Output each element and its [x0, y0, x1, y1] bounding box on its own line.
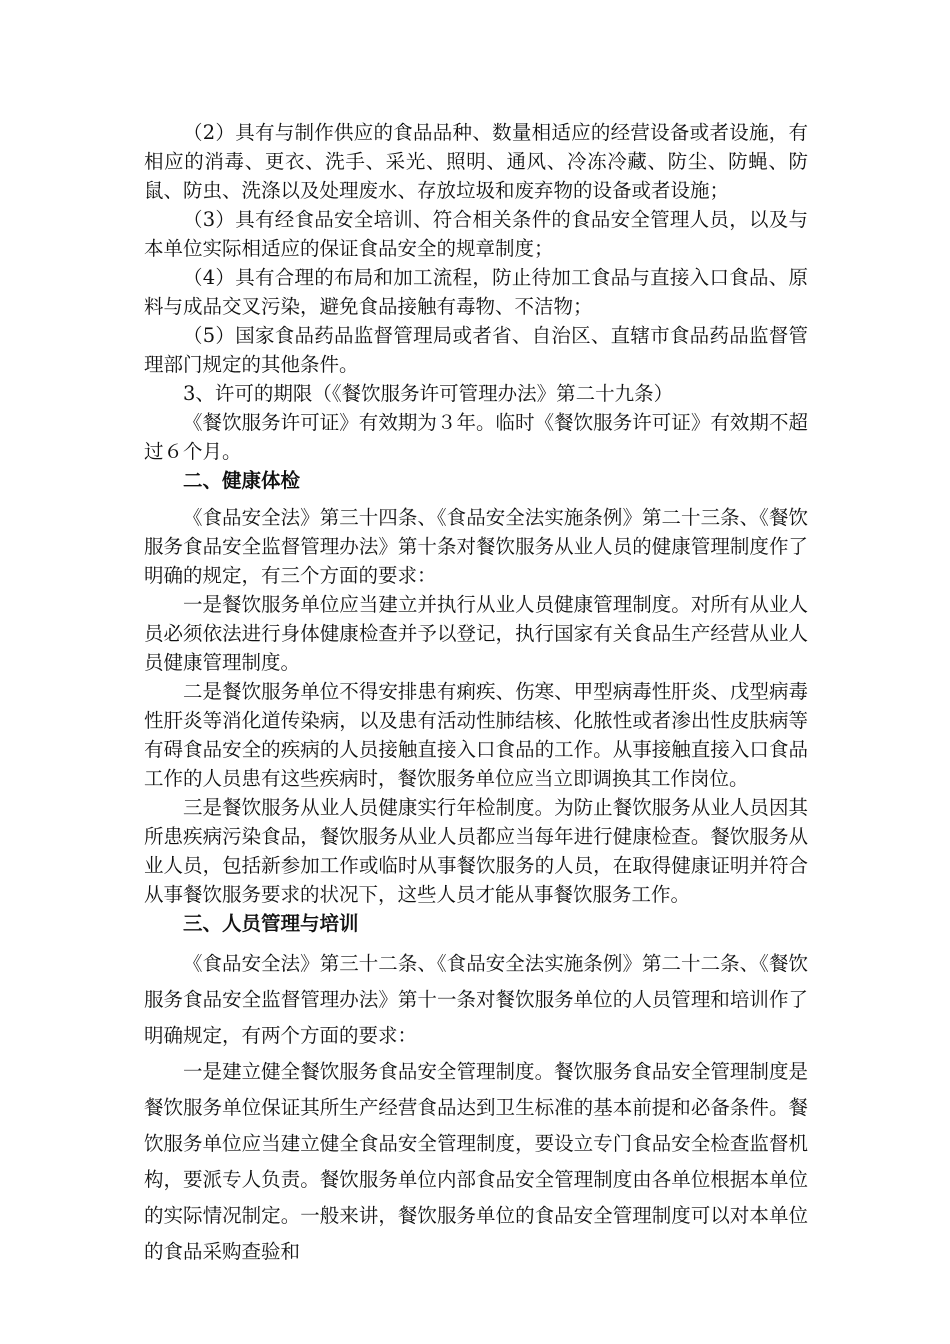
paragraph-health-req-2: 二是餐饮服务单位不得安排患有痢疾、伤寒、甲型病毒性肝炎、戊型病毒性肝炎等消化道传染病，以及患有活动性肺结核、化脓性或者渗出性皮肤病等有碍食品安全的疾病的人员接触直接入口食品的工作。从事接触直接入口食品工作的人员患有这些疾病时，餐饮服务单位应当立即调换其工作岗位。 [144, 680, 808, 790]
heading-health-check: 二、健康体检 [183, 469, 301, 492]
document-page [144, 118, 808, 1270]
paragraph-health-req-3: 三是餐饮服务从业人员健康实行年检制度。为防止餐饮服务从业人员因其所患疾病污染食品，餐饮服务从业人员都应当每年进行健康检查。餐饮服务从业人员，包括新参加工作或临时从事餐饮服务的人员，在取得健康证明并符合从事餐饮服务要求的状况下，这些人员才能从事餐饮服务工作。 [144, 796, 808, 906]
heading-staff-management: 三、人员管理与培训 [183, 912, 359, 935]
paragraph-health-intro: 《食品安全法》第三十四条、《食品安全法实施条例》第二十三条、《餐饮服务食品安全监督管理办法》第十条对餐饮服务从业人员的健康管理制度作了明确的规定，有三个方面的要求： [144, 506, 808, 587]
paragraph-staff-req-1: 一是建立健全餐饮服务食品安全管理制度。餐饮服务食品安全管理制度是餐饮服务单位保证其所生产经营食品达到卫生标准的基本前提和必备条件。餐饮服务单位应当建立健全食品安全管理制度，要设立专门食品安全检查监督机构，要派专人负责。餐饮服务单位内部食品安全管理制度由各单位根据本单位的实际情况制定。一般来讲，餐饮服务单位的食品安全管理制度可以对本单位的食品采购查验和 [144, 1060, 808, 1263]
paragraph-permit-period: 《餐饮服务许可证》有效期为３年。临时《餐饮服务许可证》有效期不超过６个月。 [144, 411, 808, 463]
paragraph-condition-4: （4）具有合理的布局和加工流程，防止待加工食品与直接入口食品、原料与成品交叉污染，避免食品接触有毒物、不洁物； [144, 266, 808, 318]
paragraph-condition-2: （2）具有与制作供应的食品品种、数量相适应的经营设备或者设施，有相应的消毒、更衣、洗手、采光、照明、通风、冷冻冷藏、防尘、防蝇、防鼠、防虫、洗涤以及处理废水、存放垃圾和废弃物的设备或者设施； [144, 121, 808, 202]
paragraph-staff-intro: 《食品安全法》第三十二条、《食品安全法实施条例》第二十二条、《餐饮服务食品安全监督管理办法》第十一条对餐饮服务单位的人员管理和培训作了明确规定，有两个方面的要求： [144, 952, 808, 1047]
paragraph-condition-5: （5）国家食品药品监督管理局或者省、自治区、直辖市食品药品监督管理部门规定的其他条件。 [144, 324, 808, 376]
paragraph-health-req-1: 一是餐饮服务单位应当建立并执行从业人员健康管理制度。对所有从业人员必须依法进行身体健康检查并予以登记，执行国家有关食品生产经营从业人员健康管理制度。 [144, 593, 808, 674]
paragraph-condition-3: （3）具有经食品安全培训、符合相关条件的食品安全管理人员，以及与本单位实际相适应的保证食品安全的规章制度； [144, 208, 808, 260]
paragraph-permit-period-title: 3、许可的期限（《餐饮服务许可管理办法》第二十九条） [183, 382, 674, 405]
